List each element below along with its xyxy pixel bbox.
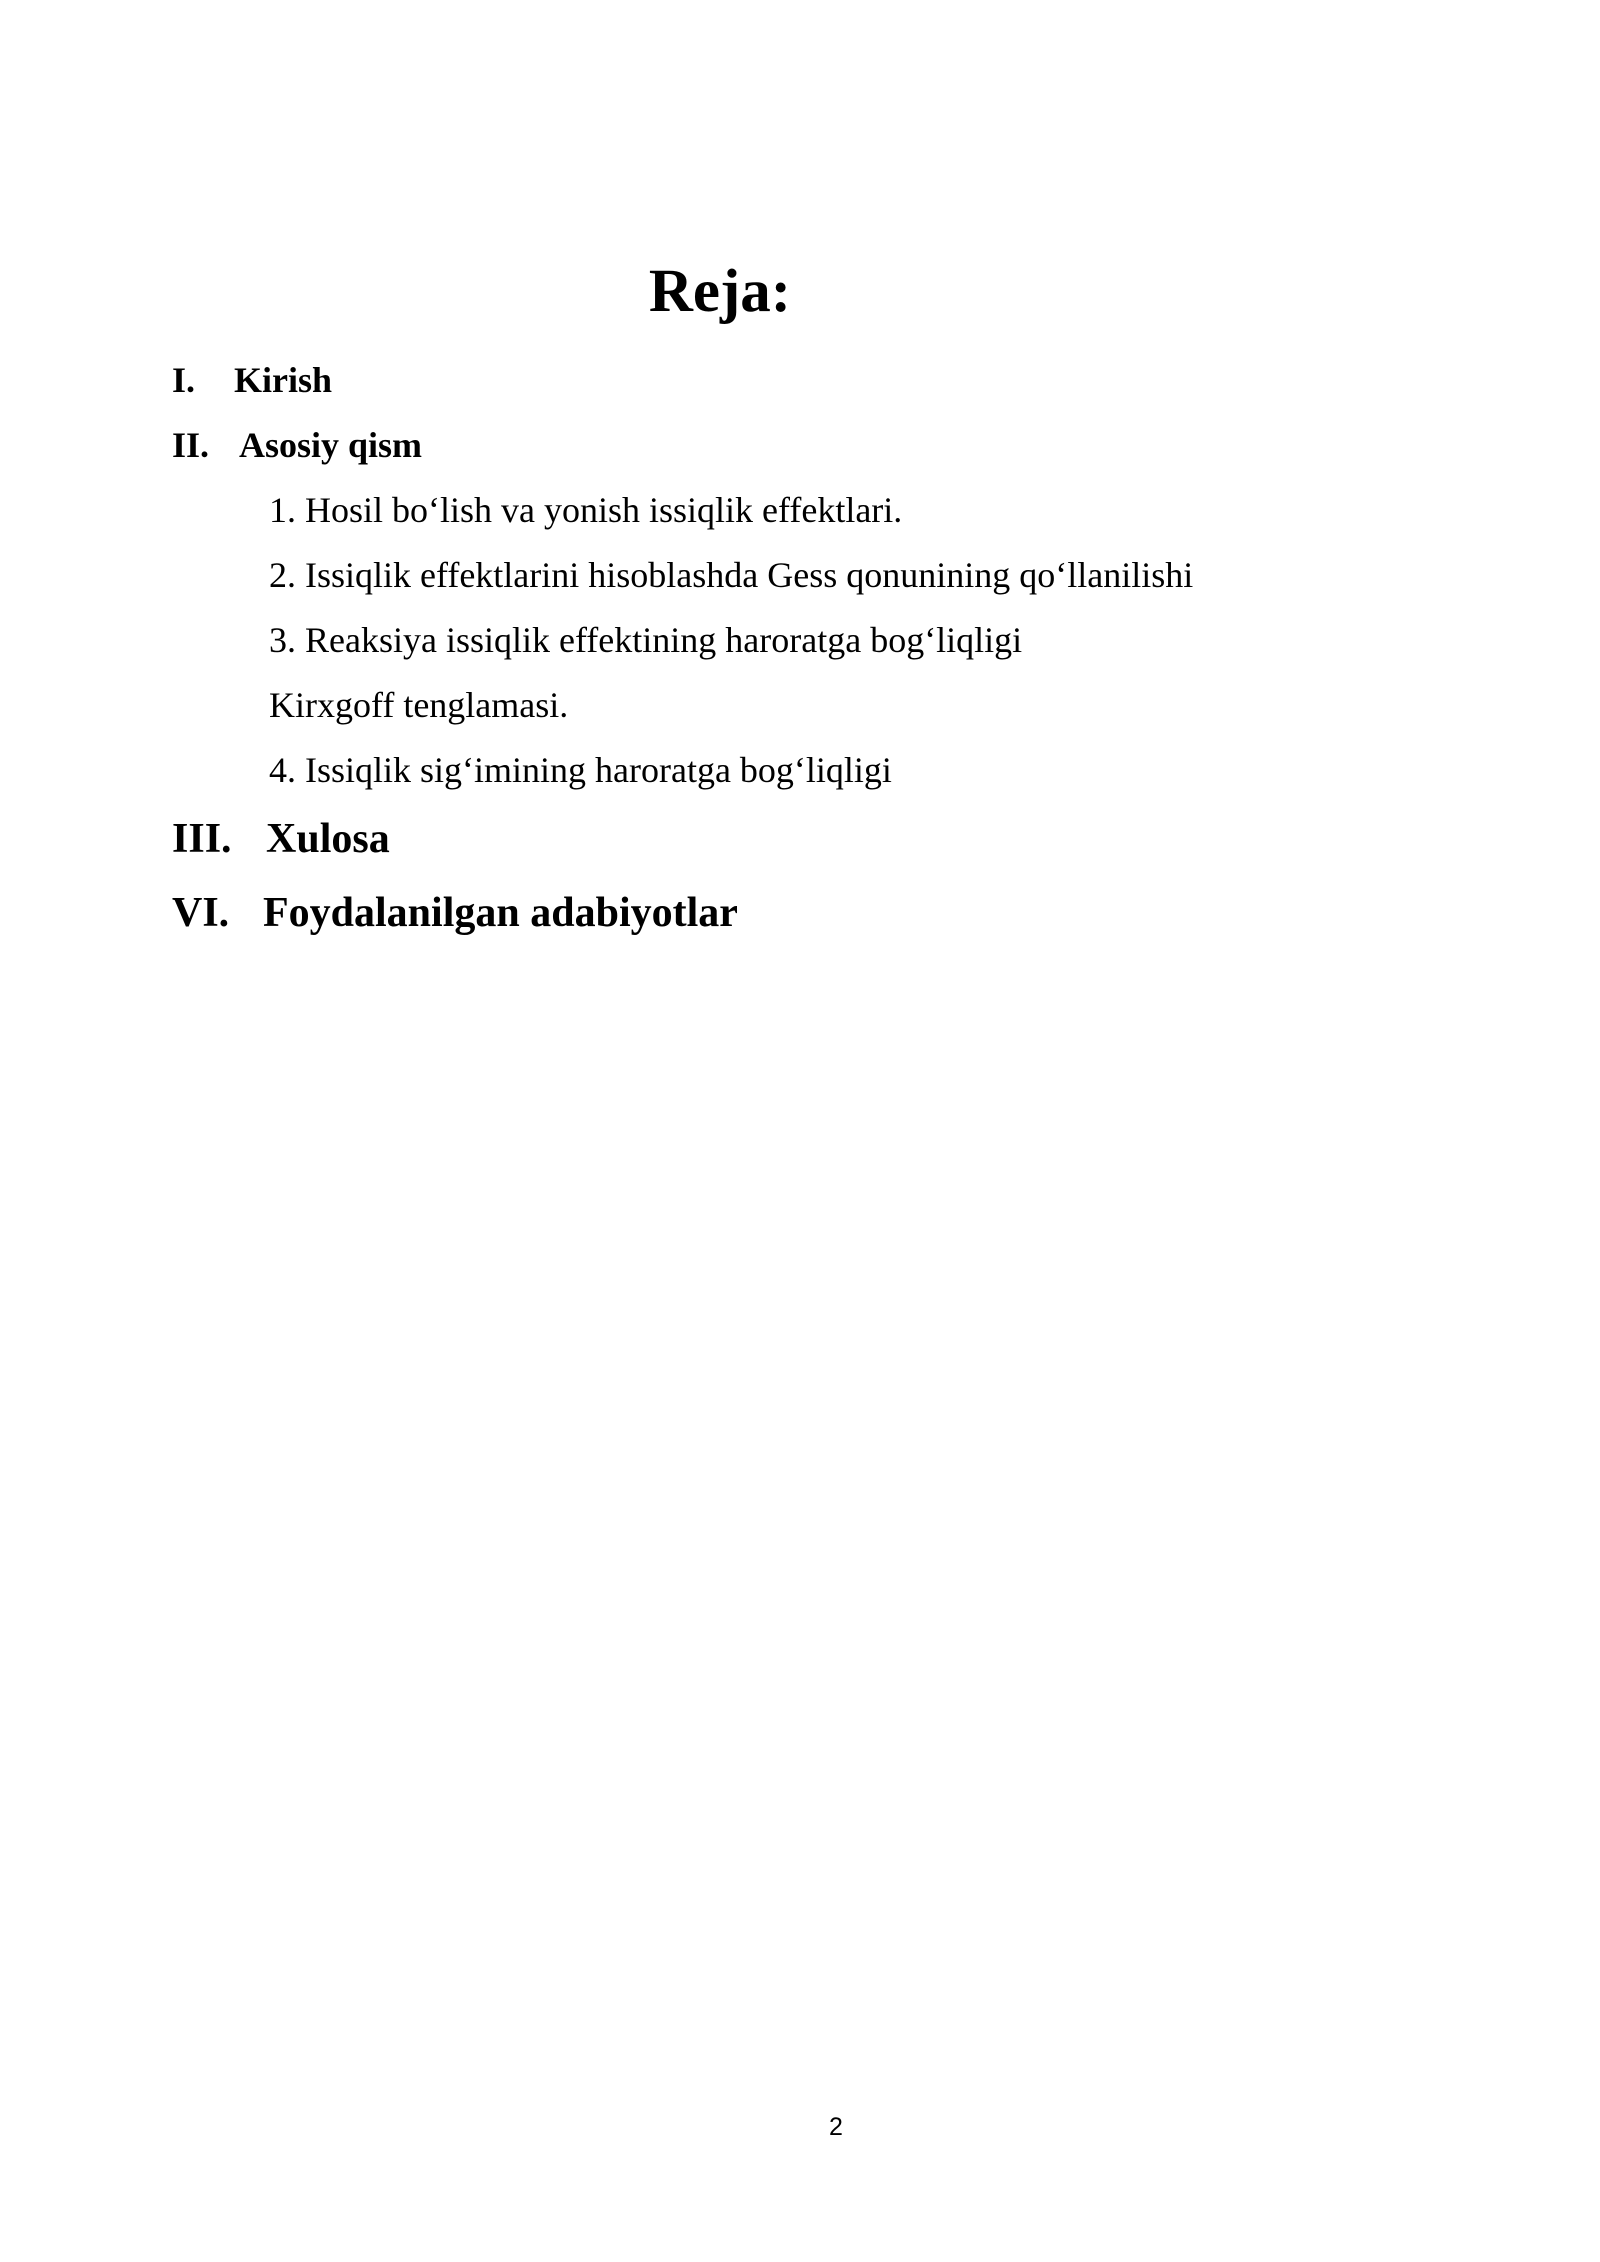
section-numeral: I.	[172, 360, 196, 400]
subitem-4: 4. Issiqlik sig‘imining haroratga bog‘liqligi	[269, 750, 892, 790]
subitem-2: 2. Issiqlik effektlarini hisoblashda Gess qonunining qo‘llanilishi	[269, 555, 1194, 595]
section-numeral: VI.	[172, 890, 230, 936]
section-label: Asosiy qism	[239, 425, 423, 465]
section-label: Xulosa	[266, 816, 390, 862]
section-numeral: III.	[172, 816, 232, 862]
section-label: Kirish	[234, 360, 333, 400]
page-number: 2	[829, 2113, 843, 2141]
subitem-3: 3. Reaksiya issiqlik effektining haroratga bog‘liqligi	[269, 620, 1023, 660]
section-numeral: II.	[172, 425, 210, 465]
section-label: Foydalanilgan adabiyotlar	[263, 890, 738, 936]
subitem-3-continuation: Kirxgoff tenglamasi.	[269, 685, 569, 725]
subitem-1: 1. Hosil bo‘lish va yonish issiqlik effektlari.	[269, 490, 903, 530]
page-title: Reja:	[648, 258, 792, 325]
